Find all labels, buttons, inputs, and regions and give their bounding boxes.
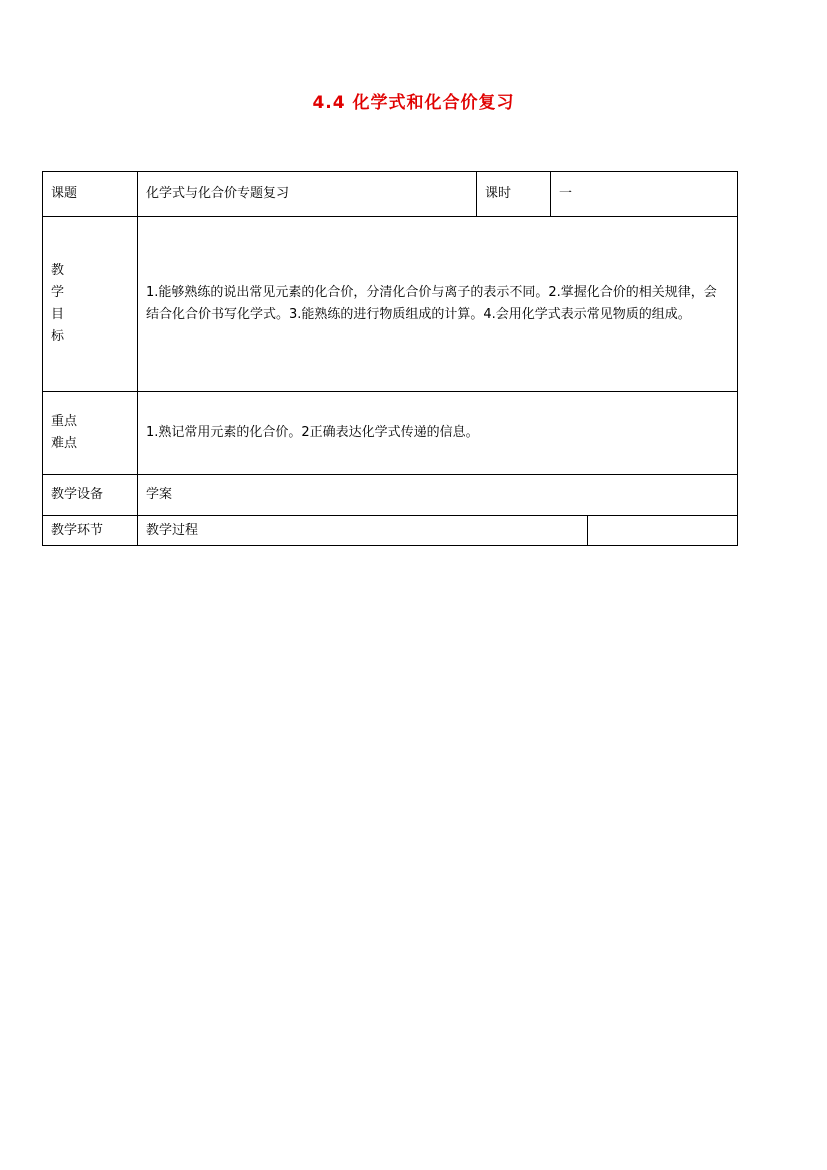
key-points-label <box>43 392 138 475</box>
table-row-equipment <box>43 475 738 516</box>
table-row-stage <box>43 516 738 546</box>
table-row-goals <box>43 217 738 392</box>
page-title: 4.4 化学式和化合价复习 <box>312 93 515 113</box>
lesson-plan-table <box>42 171 738 546</box>
process-label: 教学过程 <box>138 516 588 546</box>
goals-label-char: 学 <box>51 285 65 300</box>
key-points-label-line: 重点 <box>51 414 78 429</box>
topic-label: 课题 <box>43 172 138 217</box>
goals-label-char: 标 <box>51 329 65 344</box>
period-value: 一 <box>551 172 738 217</box>
period-label: 课时 <box>477 172 551 217</box>
goals-label <box>43 217 138 392</box>
equipment-value: 学案 <box>138 475 738 516</box>
table-row-topic <box>43 172 738 217</box>
topic-value: 化学式与化合价专题复习 <box>138 172 477 217</box>
equipment-label: 教学设备 <box>43 475 138 516</box>
key-points-label-line: 难点 <box>51 436 78 451</box>
table-row-key-points <box>43 392 738 475</box>
goals-label-char: 教 <box>51 263 65 278</box>
extra-cell <box>588 516 738 546</box>
goals-label-char: 目 <box>51 307 65 322</box>
stage-label: 教学环节 <box>43 516 138 546</box>
key-points-value: 1.熟记常用元素的化合价。2正确表达化学式传递的信息。 <box>138 392 738 475</box>
goals-value: 1.能够熟练的说出常见元素的化合价，分清化合价与离子的表示不同。2.掌握化合价的相关规律，会结合化合价书写化学式。3.能熟练的进行物质组成的计算。4.会用化学式表示常见物质的组成。 <box>138 217 738 392</box>
